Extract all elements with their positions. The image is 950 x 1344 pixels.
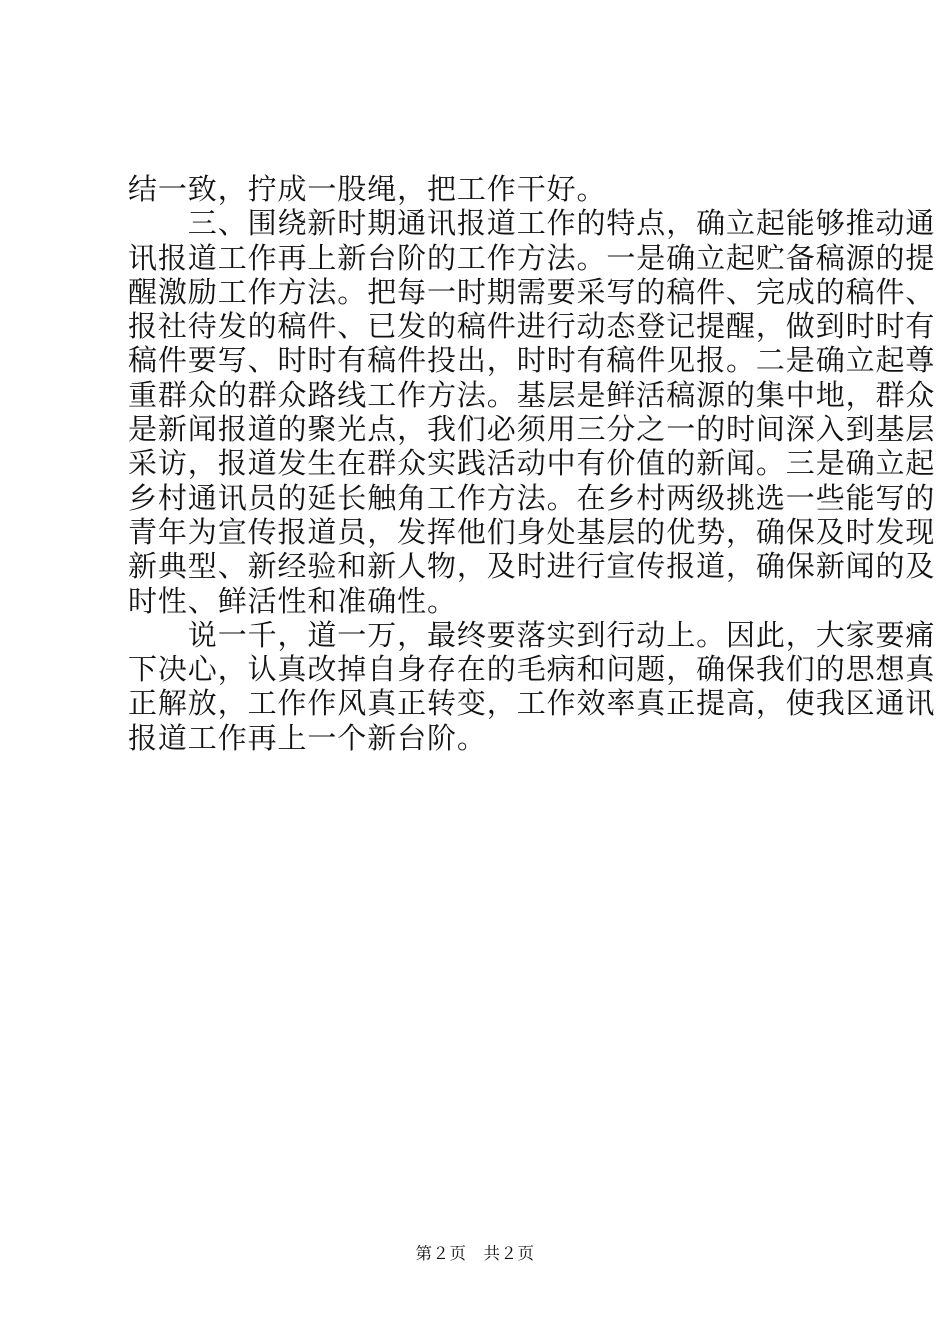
text-line: 乡村通讯员的延长触角工作方法。在乡村两级挑选一些能写的 bbox=[128, 480, 936, 515]
text-line: 稿件要写、时时有稿件投出，时时有稿件见报。二是确立起尊 bbox=[128, 343, 936, 378]
body-text bbox=[128, 172, 936, 755]
text-line: 下决心，认真改掉自身存在的毛病和问题，确保我们的思想真 bbox=[128, 652, 936, 687]
text-line: 报社待发的稿件、已发的稿件进行动态登记提醒，做到时时有 bbox=[128, 309, 936, 344]
text-line: 报道工作再上一个新台阶。 bbox=[128, 720, 487, 755]
text-line: 讯报道工作再上新台阶的工作方法。一是确立起贮备稿源的提 bbox=[128, 240, 936, 275]
text-line: 新典型、新经验和新人物，及时进行宣传报道，确保新闻的及 bbox=[128, 549, 936, 584]
text-line: 正解放，工作作风真正转变，工作效率真正提高，使我区通讯 bbox=[128, 686, 936, 721]
text-line: 三、围绕新时期通讯报道工作的特点，确立起能够推动通 bbox=[128, 206, 936, 241]
text-line: 醒激励工作方法。把每一时期需要采写的稿件、完成的稿件、 bbox=[128, 274, 936, 309]
text-line: 重群众的群众路线工作方法。基层是鲜活稿源的集中地，群众 bbox=[128, 377, 936, 412]
text-line: 青年为宣传报道员，发挥他们身处基层的优势，确保及时发现 bbox=[128, 514, 936, 549]
text-line: 采访，报道发生在群众实践活动中有价值的新闻。三是确立起 bbox=[128, 446, 936, 481]
text-line: 是新闻报道的聚光点，我们必须用三分之一的时间深入到基层 bbox=[128, 412, 936, 447]
page-footer: 第２页 共２页 bbox=[415, 1244, 535, 1263]
text-line: 时性、鲜活性和准确性。 bbox=[128, 583, 457, 618]
text-line: 说一千，道一万，最终要落实到行动上。因此，大家要痛 bbox=[128, 617, 936, 652]
text-line: 结一致，拧成一股绳，把工作干好。 bbox=[128, 172, 607, 206]
